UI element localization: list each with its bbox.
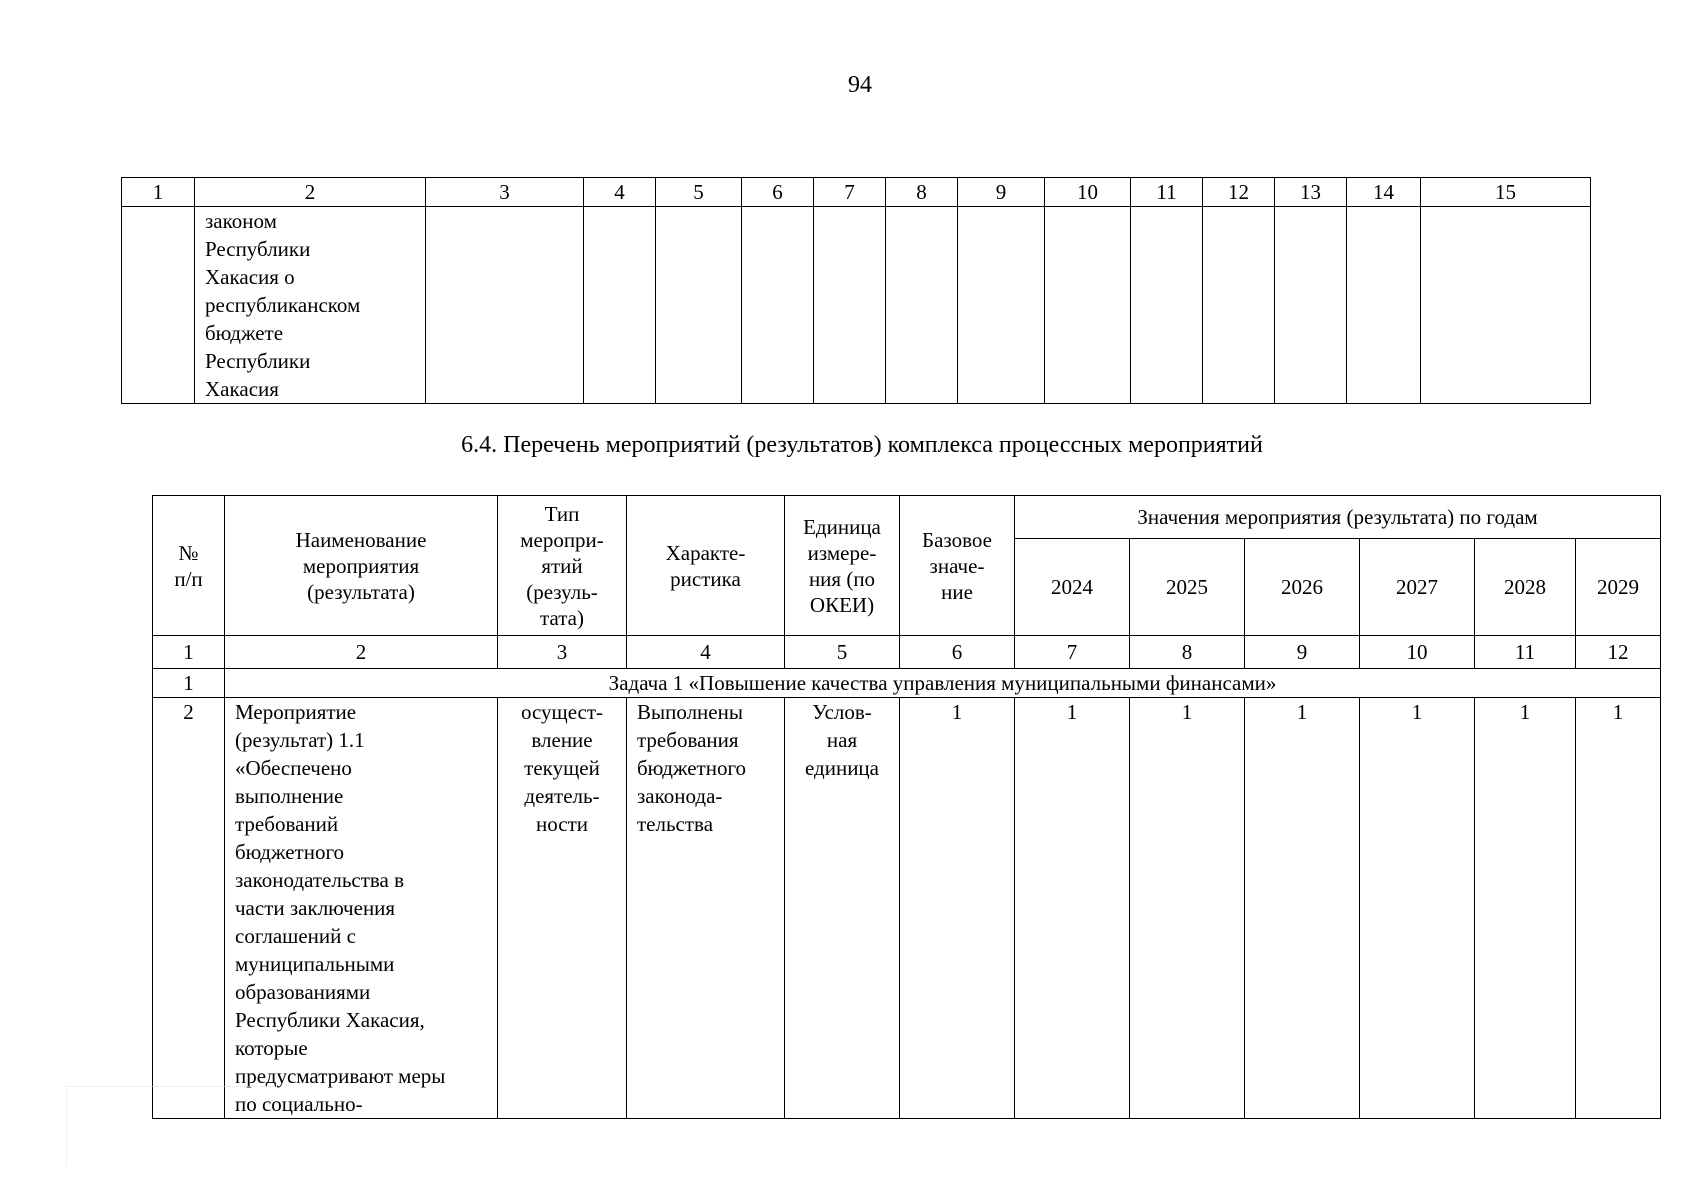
measure-value-year: 1 bbox=[1245, 698, 1360, 1119]
measure-name: Мероприятие (результат) 1.1 «Обеспечено выполнение требований бюджетного законодательства в части заключения соглашений с муниципальными образованиями Республики Хакасия, которые предусматривают меры по социально- bbox=[225, 698, 498, 1119]
continuation-text-cell bbox=[195, 207, 426, 404]
col-number: 8 bbox=[1130, 636, 1245, 669]
measure-characteristic: Выполнены требования бюджетного законода- тельства bbox=[627, 698, 785, 1119]
col-number: 5 bbox=[656, 178, 742, 207]
measure-value-year: 1 bbox=[1015, 698, 1130, 1119]
header-name: Наименование мероприятия (результата) bbox=[225, 496, 498, 636]
measures-table bbox=[152, 495, 1661, 1119]
col-number: 10 bbox=[1360, 636, 1475, 669]
col-number: 7 bbox=[1015, 636, 1130, 669]
header-characteristic: Характе- ристика bbox=[627, 496, 785, 636]
measure-base-value: 1 bbox=[900, 698, 1015, 1119]
scan-smudge bbox=[66, 1086, 277, 1165]
task-text: Задача 1 «Повышение качества управления муниципальными финансами» bbox=[225, 669, 1661, 698]
col-number: 12 bbox=[1203, 178, 1275, 207]
header-unit: Единица измере- ния (по ОКЕИ) bbox=[785, 496, 900, 636]
measure-num: 2 bbox=[153, 698, 225, 1119]
col-number: 7 bbox=[814, 178, 886, 207]
measure-value-year: 1 bbox=[1130, 698, 1245, 1119]
header-year: 2027 bbox=[1360, 539, 1475, 636]
col-number: 13 bbox=[1275, 178, 1347, 207]
col-number: 9 bbox=[958, 178, 1045, 207]
empty-cell bbox=[1275, 207, 1347, 404]
task-num: 1 bbox=[153, 669, 225, 698]
measure-row bbox=[153, 698, 1661, 1119]
col-number: 4 bbox=[627, 636, 785, 669]
header-year: 2025 bbox=[1130, 539, 1245, 636]
empty-cell bbox=[958, 207, 1045, 404]
col-number: 5 bbox=[785, 636, 900, 669]
col-number: 4 bbox=[584, 178, 656, 207]
continuation-header-row bbox=[122, 178, 1591, 207]
header-year: 2024 bbox=[1015, 539, 1130, 636]
col-number: 11 bbox=[1131, 178, 1203, 207]
measure-value-year: 1 bbox=[1360, 698, 1475, 1119]
empty-cell bbox=[122, 207, 195, 404]
header-year: 2029 bbox=[1576, 539, 1661, 636]
empty-cell bbox=[584, 207, 656, 404]
col-number: 11 bbox=[1475, 636, 1576, 669]
col-number: 6 bbox=[742, 178, 814, 207]
empty-cell bbox=[1421, 207, 1591, 404]
col-number: 1 bbox=[122, 178, 195, 207]
col-number: 2 bbox=[195, 178, 426, 207]
measure-type: осущест- вление текущей деятель- ности bbox=[498, 698, 627, 1119]
continuation-row bbox=[122, 207, 1591, 404]
header-type: Тип меропри- ятий (резуль- тата) bbox=[498, 496, 627, 636]
empty-cell bbox=[656, 207, 742, 404]
section-title: 6.4. Перечень мероприятий (результатов) комплекса процессных мероприятий bbox=[461, 432, 1263, 458]
header-base-value: Базовое значе- ние bbox=[900, 496, 1015, 636]
measure-value-year: 1 bbox=[1576, 698, 1661, 1119]
col-number: 10 bbox=[1045, 178, 1131, 207]
empty-cell bbox=[1131, 207, 1203, 404]
page-number: 94 bbox=[848, 72, 872, 98]
header-year: 2028 bbox=[1475, 539, 1576, 636]
col-number: 15 bbox=[1421, 178, 1591, 207]
col-number: 3 bbox=[498, 636, 627, 669]
col-number: 6 bbox=[900, 636, 1015, 669]
col-number: 12 bbox=[1576, 636, 1661, 669]
continuation-table bbox=[121, 177, 1591, 404]
empty-cell bbox=[426, 207, 584, 404]
header-year: 2026 bbox=[1245, 539, 1360, 636]
empty-cell bbox=[1347, 207, 1421, 404]
empty-cell bbox=[886, 207, 958, 404]
header-values-group: Значения мероприятия (результата) по годам bbox=[1015, 496, 1661, 539]
empty-cell bbox=[1045, 207, 1131, 404]
col-number: 3 bbox=[426, 178, 584, 207]
column-numbers-row bbox=[153, 636, 1661, 669]
measure-unit: Услов- ная единица bbox=[785, 698, 900, 1119]
task-row bbox=[153, 669, 1661, 698]
col-number: 2 bbox=[225, 636, 498, 669]
empty-cell bbox=[814, 207, 886, 404]
measure-value-year: 1 bbox=[1475, 698, 1576, 1119]
empty-cell bbox=[742, 207, 814, 404]
col-number: 8 bbox=[886, 178, 958, 207]
empty-cell bbox=[1203, 207, 1275, 404]
col-number: 9 bbox=[1245, 636, 1360, 669]
col-number: 14 bbox=[1347, 178, 1421, 207]
header-row-top bbox=[153, 496, 1661, 539]
continuation-text: законом Республики Хакасия о республиканском бюджете Республики Хакасия bbox=[205, 209, 361, 401]
col-number: 1 bbox=[153, 636, 225, 669]
header-num: № п/п bbox=[153, 496, 225, 636]
